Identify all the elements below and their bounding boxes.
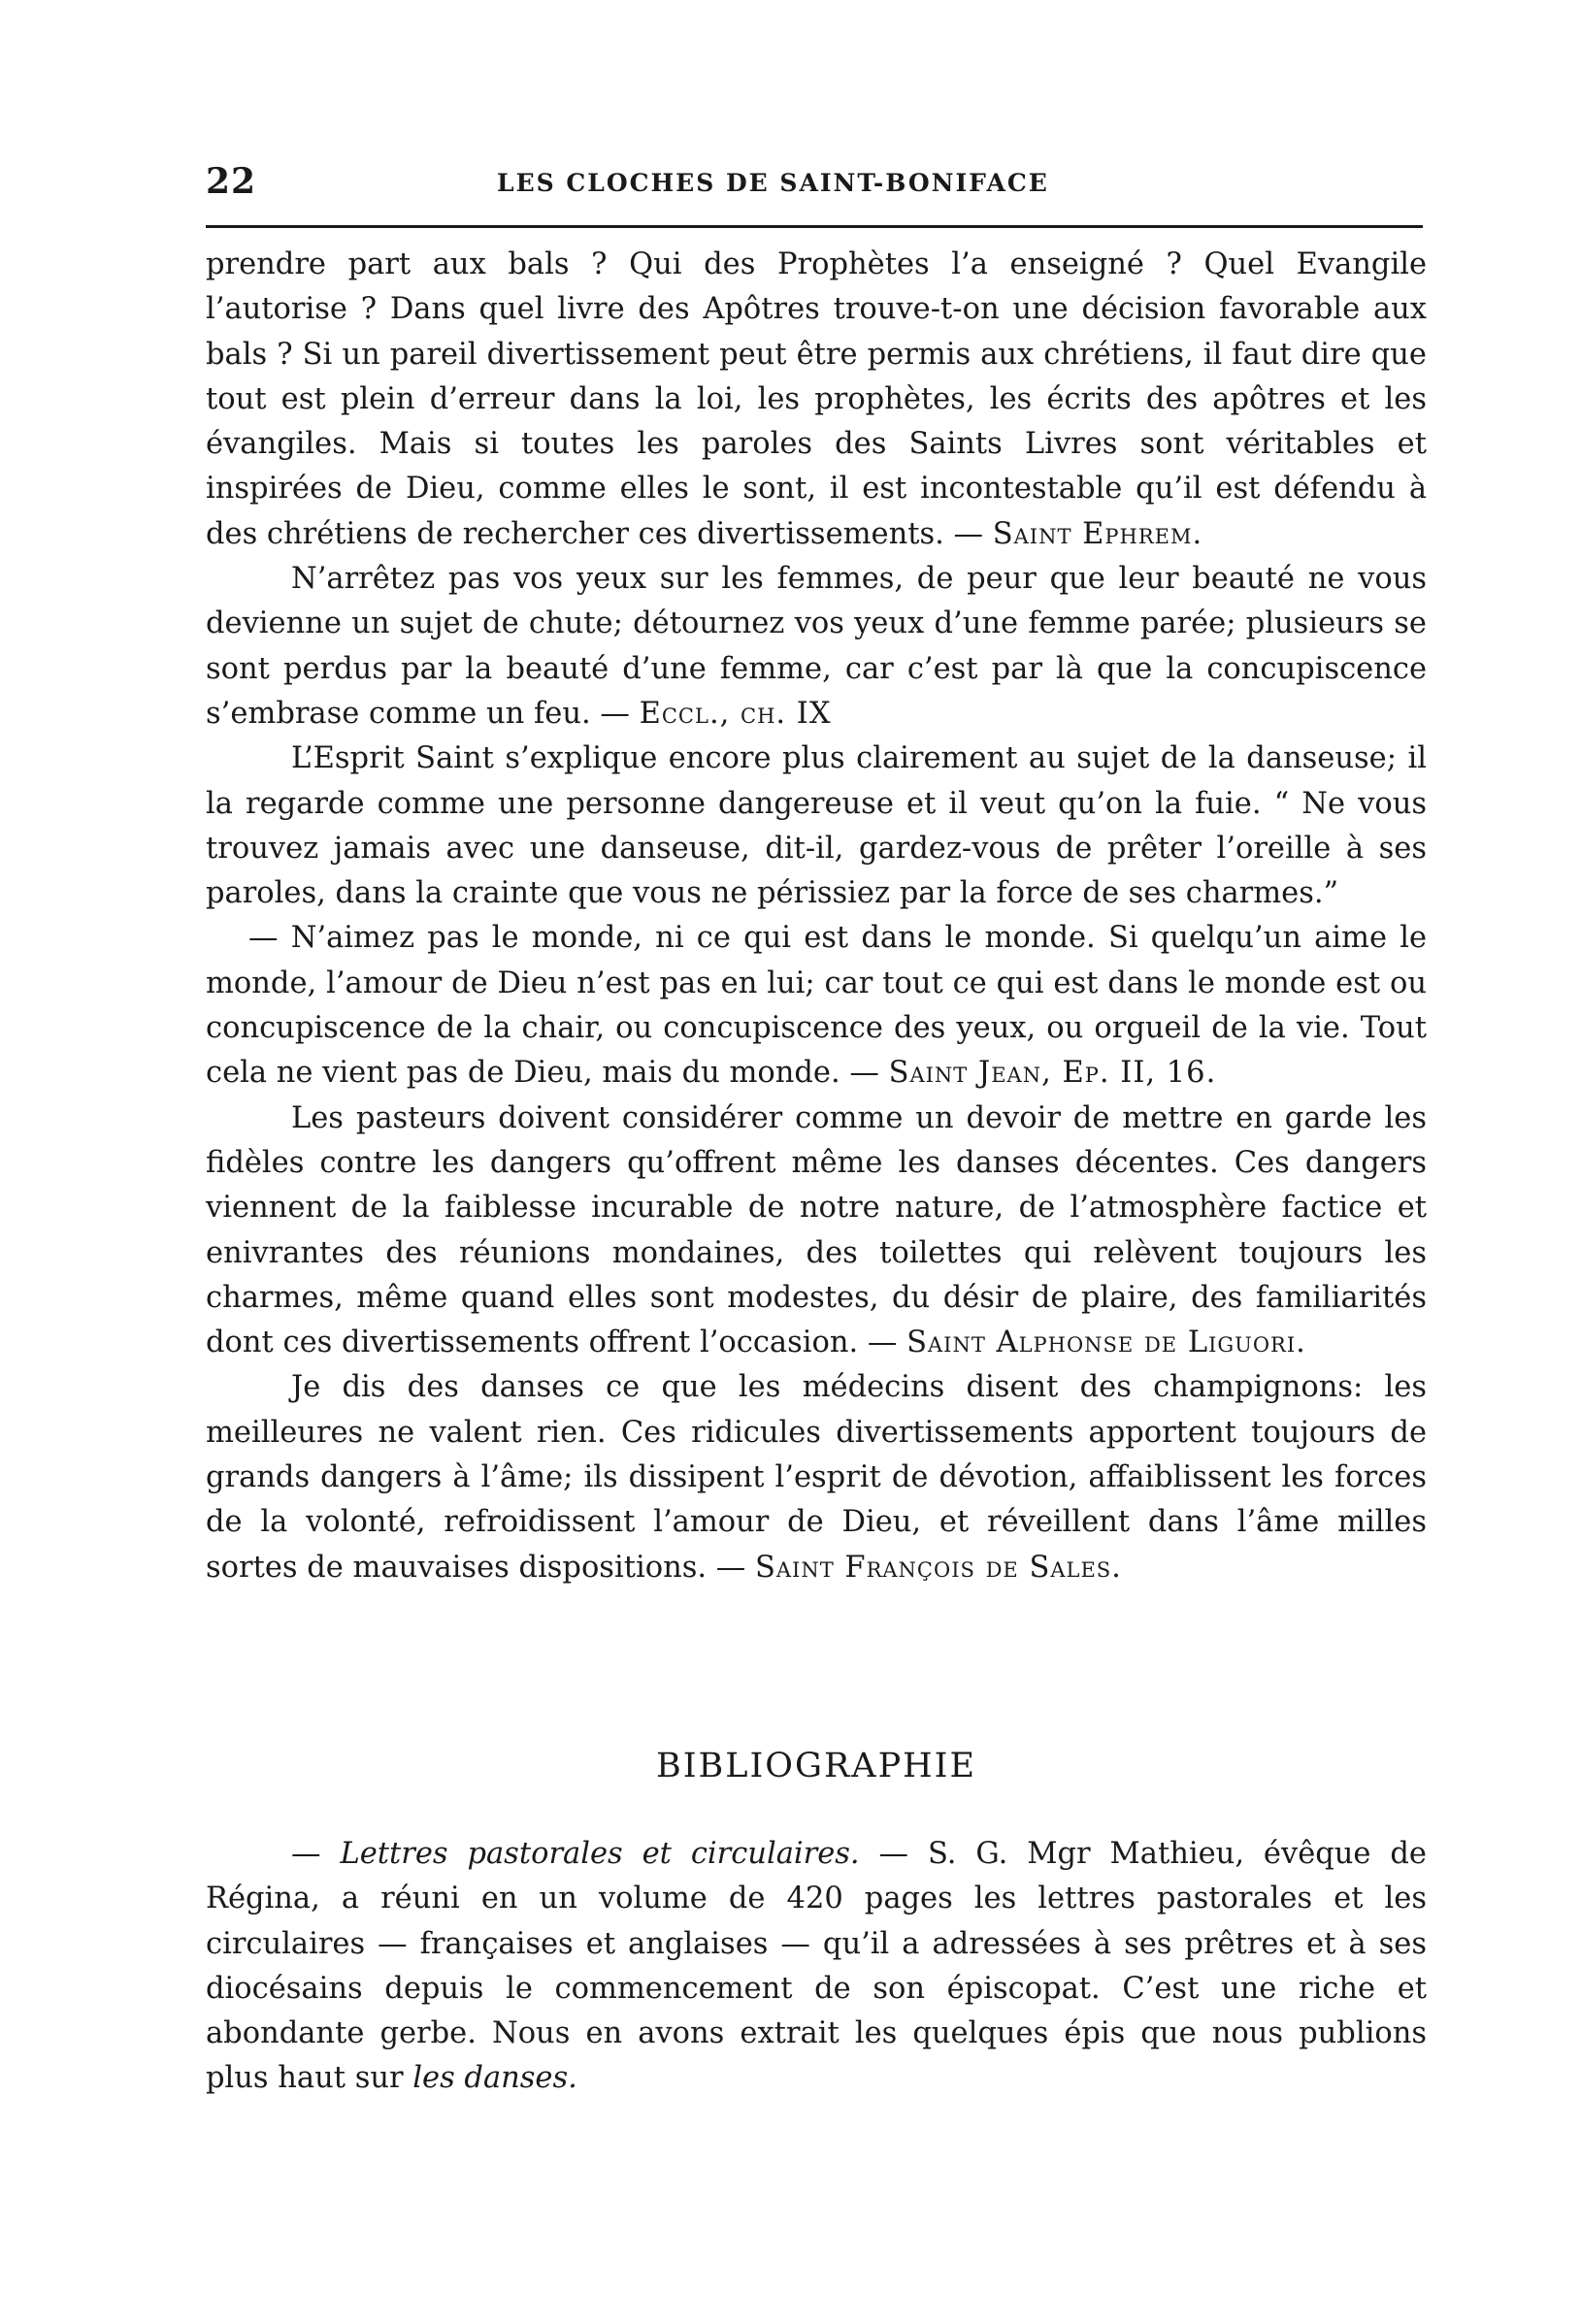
paragraph	[206, 736, 1427, 916]
paragraph	[206, 557, 1427, 736]
attribution: Saint Ephrem.	[992, 516, 1203, 551]
paragraph-text: N’arrêtez pas vos yeux sur les femmes, de peur que leur beauté ne vous devienne un sujet de chute; détournez vos yeux d’une femme parée; plusieurs se sont perdus par la beauté d’une femme, car c’est par là que la concupiscence s’embrase comme un feu. —	[206, 562, 1427, 731]
paragraph	[206, 1365, 1427, 1589]
header-rule	[206, 225, 1423, 228]
bibliography-body: — S. G. Mgr Mathieu, évêque de Régina, a réuni en un volume de 420 pages les lettres pastorales et les circulaires — françaises et anglaises — qu’il a adressées à ses prêtres et à ses diocésains depuis le commencement de son épiscopat. C’est une riche et abondante gerbe. Nous en avons extrait les quelques épis que nous publions plus haut sur	[206, 1837, 1427, 2096]
bibliography-text	[206, 1832, 1427, 2102]
paragraph-text: — N’aimez pas le monde, ni ce qui est dans le monde. Si quelqu’un aime le monde, l’amour de Dieu n’est pas en lui; car tout ce qui est dans le monde est ou concupiscence de la chair, ou concupiscence des yeux, ou orgueil de la vie. Tout cela ne vient pas de Dieu, mais du monde. —	[206, 921, 1427, 1091]
paragraph-text: prendre part aux bals ? Qui des Prophètes l’a enseigné ? Quel Evangile l’autorise ? Dans quel livre des Apôtres trouve-t-on une décision favorable aux bals ? Si un pareil divertissement peut être permis aux chrétiens, il faut dire que tout est plein d’erreur dans la loi, les prophètes, les écrits des apôtres et les évangiles. Mais si toutes les paroles des Saints Livres sont véritables et inspirées de Dieu, comme elles le sont, il est incontestable qu’il est défendu à des chrétiens de rechercher ces divertissements. —	[206, 247, 1427, 551]
main-text	[206, 243, 1427, 1590]
page-number: 22	[206, 161, 257, 202]
paragraph	[206, 916, 1427, 1096]
section-title: BIBLIOGRAPHIE	[655, 1747, 977, 1785]
bibliography-paragraph	[206, 1832, 1427, 2102]
page-header	[206, 161, 1423, 204]
paragraph-text: Les pasteurs doivent considérer comme un devoir de mettre en garde les fidèles contre les dangers qu’offrent même les danses décentes. Ces dangers viennent de la faiblesse incurable de notre nature, de l’atmosphère factice et enivrantes des réunions mondaines, des toilettes qui relèvent toujours les charmes, même quand elles sont modestes, du désir de plaire, des familiarités dont ces divertissements offrent l’occasion. —	[206, 1100, 1427, 1360]
bibliography-italic-end: les danses.	[412, 2061, 577, 2096]
attribution: Eccl., ch. IX	[639, 696, 832, 731]
attribution: Saint Jean, Ep. II, 16.	[888, 1056, 1217, 1091]
paragraph	[206, 1097, 1427, 1366]
running-title: LES CLOCHES DE SAINT-BONIFACE	[497, 169, 1049, 197]
bibliography-dash: —	[291, 1837, 341, 1871]
attribution: Saint François de Sales.	[754, 1550, 1122, 1585]
attribution: Saint Alphonse de Liguori.	[906, 1326, 1306, 1360]
bibliography-work-title: Lettres pastorales et circulaires.	[340, 1837, 860, 1871]
paragraph-text: Je dis des danses ce que les médecins disent des champignons: les meilleures ne valent rien. Ces ridicules divertissements apportent toujours de grands dangers à l’âme; ils dissipent l’esprit de dévotion, affaiblissent les forces de la volonté, refroidissent l’amour de Dieu, et réveillent dans l’âme milles sortes de mauvaises dispositions. —	[206, 1370, 1427, 1585]
paragraph-text: L’Esprit Saint s’explique encore plus clairement au sujet de la danseuse; il la regarde comme une personne dangereuse et il veut qu’on la fuie. “ Ne vous trouvez jamais avec une danseuse, dit-il, gardez-vous de prêter l’oreille à ses paroles, dans la crainte que vous ne périssiez par la force de ses charmes.”	[206, 741, 1427, 911]
paragraph	[206, 243, 1427, 557]
